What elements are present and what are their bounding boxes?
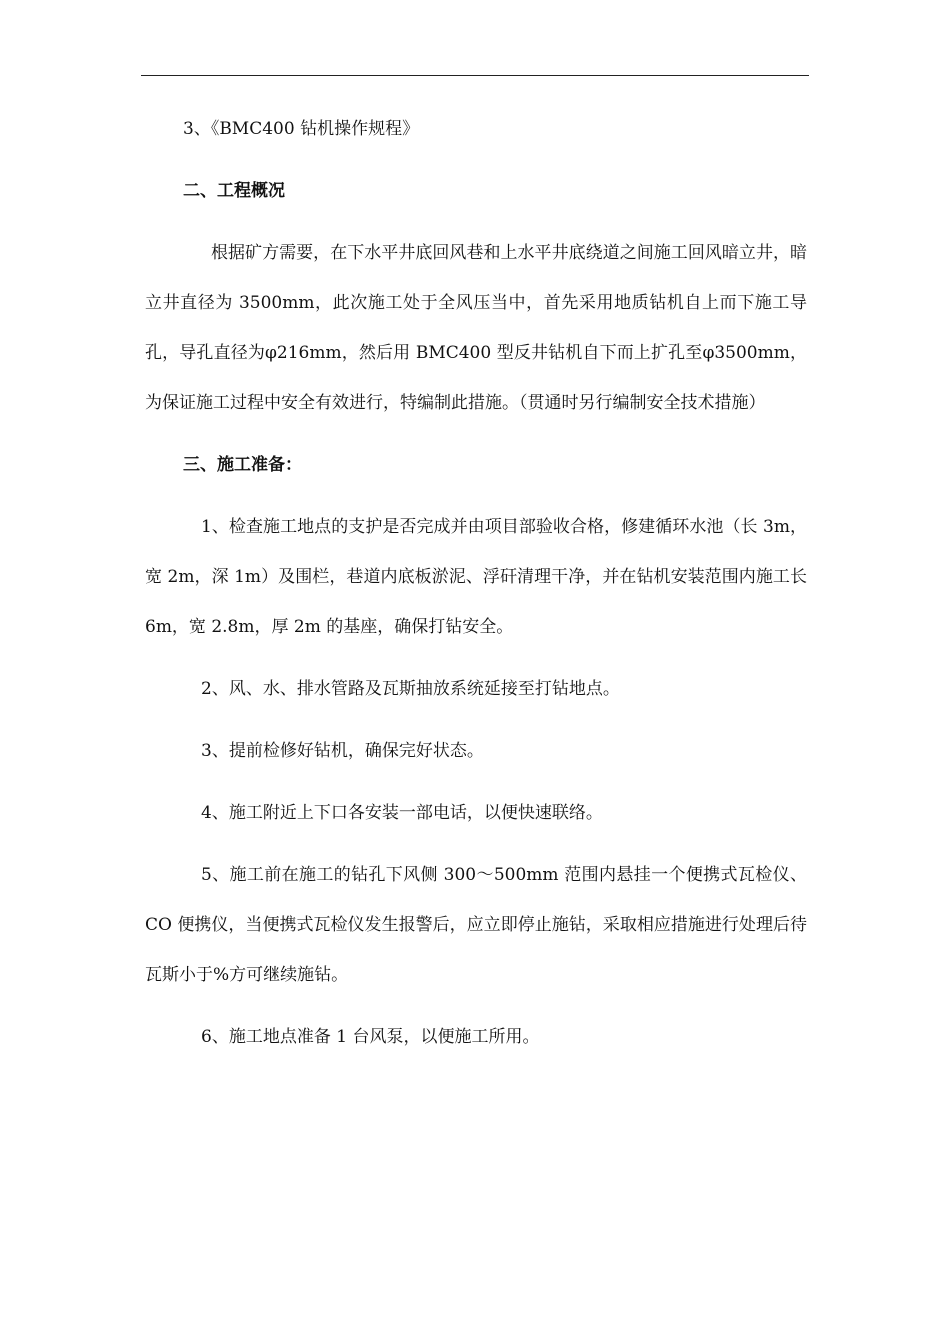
preparation-item-6: 6、施工地点准备 1 台风泵，以便施工所用。 <box>201 1027 540 1047</box>
document-body <box>145 104 807 1062</box>
preparation-item-5: 5、施工前在施工的钻孔下风侧 300～500mm 范围内悬挂一个便携式瓦检仪、CO 便携仪，当便携式瓦检仪发生报警后，应立即停止施钻，采取相应措施进行处理后待瓦斯小于%方可继续施钻。 <box>145 865 807 985</box>
section-heading-overview: 二、工程概况 <box>183 181 285 201</box>
preparation-item-2: 2、风、水、排水管路及瓦斯抽放系统延接至打钻地点。 <box>201 679 620 699</box>
preparation-item-3: 3、提前检修好钻机，确保完好状态。 <box>201 741 484 761</box>
reference-item: 3、《BMC400 钻机操作规程》 <box>183 119 420 139</box>
preparation-item-4: 4、施工附近上下口各安装一部电话，以便快速联络。 <box>201 803 603 823</box>
section-heading-preparation: 三、施工准备： <box>183 455 302 475</box>
preparation-item-1: 1、检查施工地点的支护是否完成并由项目部验收合格，修建循环水池（长 3m，宽 2m，深 1m）及围栏，巷道内底板淤泥、浮矸清理干净，并在钻机安装范围内施工长 6m，宽 2.8m，厚 2m 的基座，确保打钻安全。 <box>145 517 807 637</box>
overview-paragraph: 根据矿方需要，在下水平井底回风巷和上水平井底绕道之间施工回风暗立井，暗立井直径为 3500mm，此次施工处于全风压当中，首先采用地质钻机自上而下施工导孔，导孔直径为φ216mm，然后用 BMC400 型反井钻机自下而上扩孔至φ3500mm，为保证施工过程中安全有效进行，特编制此措施。（贯通时另行编制安全技术措施） <box>145 243 807 413</box>
header-rule <box>141 75 809 76</box>
